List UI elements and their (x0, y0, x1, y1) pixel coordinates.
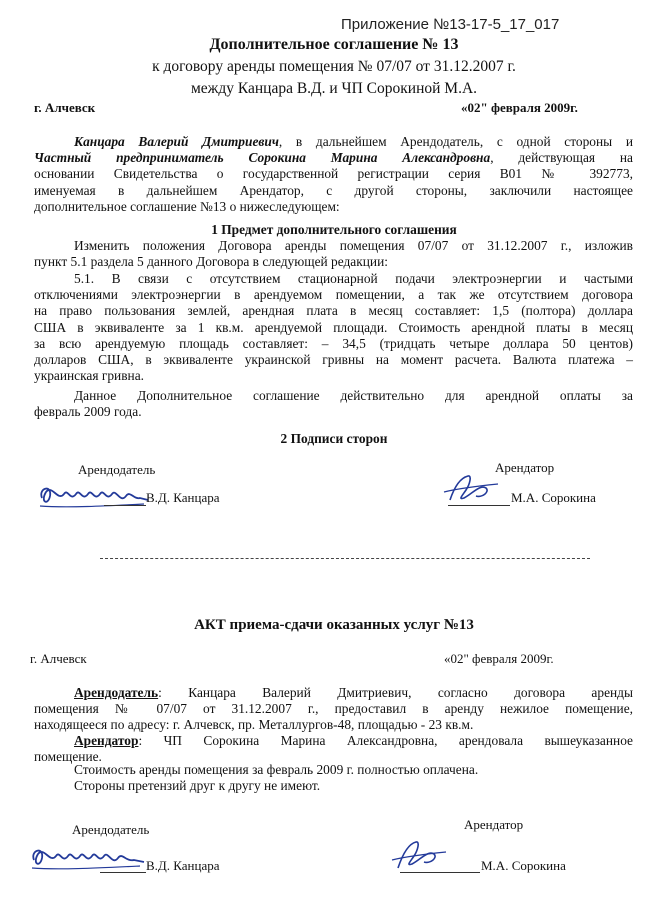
act-p2-line-1: Арендатор: ЧП Сорокина Марина Александровна, арендовала вышеуказанное (74, 733, 633, 748)
agreement-city: г. Алчевск (34, 100, 96, 115)
act-tenant-paragraph (34, 733, 633, 765)
agreement-date: «02" февраля 2009г. (461, 100, 578, 115)
landlord-full-name: Канцара Валерий Дмитриевич (74, 134, 279, 149)
act-payment-line: Стоимость аренды помещения за февраль 2009 г. полностью оплачена. (74, 762, 479, 777)
intro-line-2 (34, 150, 633, 166)
tenant-label: Арендатор (495, 460, 555, 475)
landlord-signature-line (104, 505, 146, 506)
clause-line: 5.1. В связи с отсутствием стационарной подачи электроэнергии и частыми (74, 271, 633, 286)
landlord-label: Арендодатель (78, 462, 156, 477)
section-2-heading: 2 Подписи сторон (280, 431, 388, 446)
appendix-label: Приложение №13-17-5_17_017 (341, 16, 560, 33)
intro-line-4: именуемая в дальнейшем Арендатор, с другой стороны, заключили настоящее (34, 182, 633, 198)
validity-paragraph (34, 388, 633, 420)
tenant-name: М.А. Сорокина (511, 490, 596, 505)
agreement-intro (34, 134, 633, 215)
landlord-name: В.Д. Канцара (146, 490, 220, 505)
clause-line: долларов США, в эквиваленте украинской гривны на момент расчета. Валюта платежа – (34, 352, 633, 368)
intro-line-1 (34, 134, 633, 150)
act-tenant-label: Арендатор (74, 733, 139, 748)
act-tenant-signature-line (400, 872, 480, 873)
clause-line: на право пользования землей, арендная плата в месяц составляет: 1,5 (полтора) доллара (34, 303, 633, 319)
clause-line: украинская гривна. (34, 368, 145, 384)
tenant-signature (442, 470, 502, 508)
validity-line-2: февраль 2009 года. (34, 404, 142, 420)
cut-line-divider (100, 558, 590, 559)
act-date: «02" февраля 2009г. (444, 651, 554, 666)
act-landlord-label: Арендодатель (74, 685, 159, 700)
clause-line: за всю арендуемую площадь составляет: – 34,5 (тридцать четыре доллара 50 центов) (34, 335, 633, 351)
section-1-heading: 1 Предмет дополнительного соглашения (211, 222, 457, 237)
act-p1-line-2: помещения № 07/07 от 31.12.2007 г., предоставил в аренду нежилое помещение, (34, 701, 633, 717)
act-landlord-signature-line (100, 872, 146, 873)
intro-line-3: основании Свидетельства о государственной регистрации серия В01 № 392773, (34, 166, 633, 182)
act-city: г. Алчевск (30, 651, 87, 666)
act-landlord-paragraph (34, 685, 633, 734)
agreement-subtitle-parties: между Канцара В.Д. и ЧП Сорокиной М.А. (190, 80, 478, 97)
act-tenant-label-sig: Арендатор (464, 817, 524, 832)
act-p1-line-1: Арендодатель: Канцара Валерий Дмитриевич, согласно договора аренды (74, 685, 633, 700)
act-landlord-label-sig: Арендодатель (72, 822, 150, 837)
agreement-title: Дополнительное соглашение № 13 (209, 36, 459, 53)
intro-line-2-rest: , действующая на (490, 150, 633, 166)
act-tenant-name: М.А. Сорокина (481, 858, 566, 873)
act-claims-line: Стороны претензий друг к другу не имеют. (74, 778, 321, 794)
act-landlord-name: В.Д. Канцара (146, 858, 220, 873)
validity-line-1: Данное Дополнительное соглашение действительно для арендной оплаты за (74, 388, 633, 403)
section-1-text (34, 238, 633, 270)
intro-line-1-rest: , в дальнейшем Арендодатель, с одной стороны и (278, 134, 633, 149)
intro-line-5: дополнительное соглашение №13 о нижеследующем: (34, 198, 340, 214)
act-payment-paragraph (34, 762, 633, 794)
agreement-subtitle-contract: к договору аренды помещения № 07/07 от 31.12.2007 г. (152, 58, 516, 75)
landlord-signature (36, 478, 156, 514)
act-title: АКТ приема-сдачи оказанных услуг №13 (194, 617, 474, 633)
act-tenant-signature (390, 834, 450, 876)
clause-line: отключениями электроэнергии в арендуемом помещении, а так же отсутствием договора (34, 287, 633, 303)
tenant-full-name: Частный предприниматель Сорокина Марина Александровна (34, 150, 491, 166)
section-1-line-2: пункт 5.1 раздела 5 данного Договора в следующей редакции: (34, 254, 388, 270)
clause-5-1 (34, 271, 633, 384)
section-1-line-1: Изменить положения Договора аренды помещения 07/07 от 31.12.2007 г., изложив (74, 238, 633, 253)
clause-line: США в эквиваленте за 1 кв.м. арендуемой площади. Стоимость арендной платы в месяц (34, 319, 633, 335)
act-p2-line-2: помещение. (34, 749, 102, 765)
act-p1-line-3: находящееся по адресу: г. Алчевск, пр. Металлургов-48, площадью - 23 кв.м. (34, 717, 474, 733)
tenant-signature-line (448, 505, 510, 506)
act-landlord-signature (28, 840, 152, 876)
